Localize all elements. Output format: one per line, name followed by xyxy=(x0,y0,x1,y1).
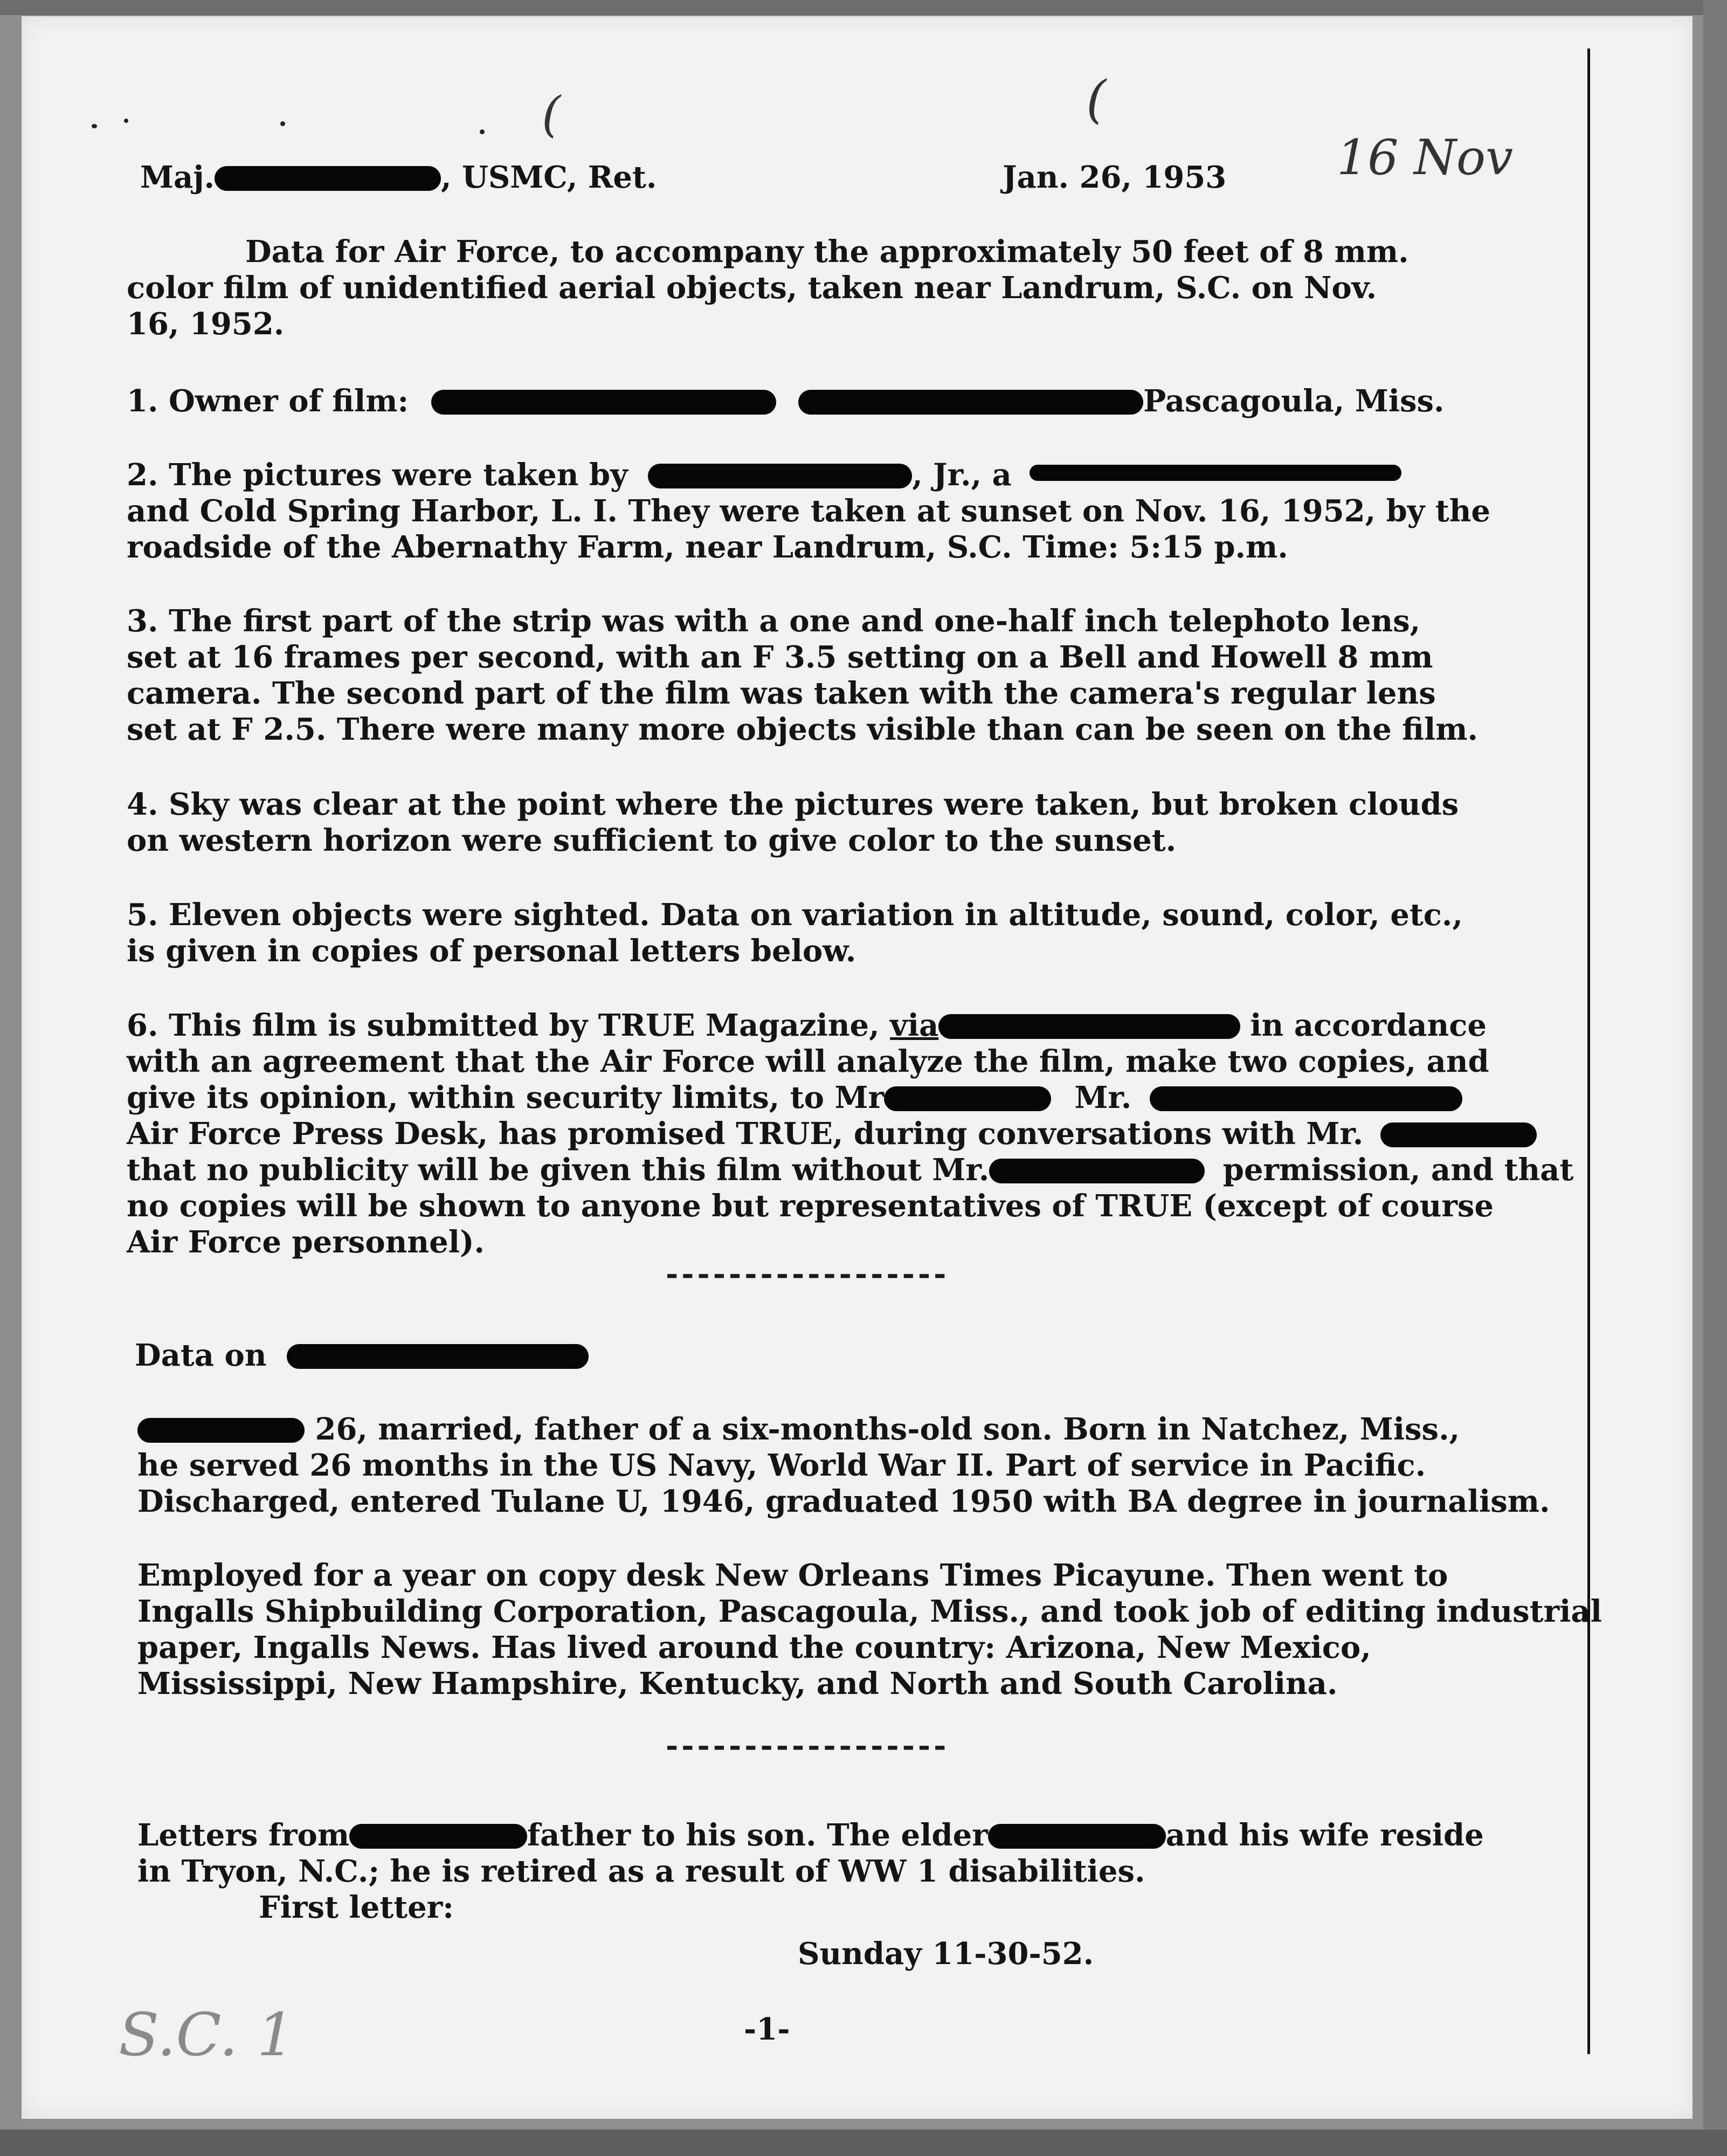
item-2-line: and Cold Spring Harbor, L. I. They were taken at sunset on Nov. 16, 1952, by the xyxy=(127,493,1491,529)
item-6-text: give its opinion, within security limits, to Mr xyxy=(127,1080,884,1115)
item-6-line: Air Force personnel). xyxy=(127,1224,485,1260)
bio-line: Ingalls Shipbuilding Corporation, Pascagoula, Miss., and took job of editing industrial xyxy=(137,1594,1602,1629)
handwritten-footer-note: S.C. 1 xyxy=(119,2000,295,2069)
letters-text: Letters from xyxy=(137,1817,350,1853)
item-5-line: 5. Eleven objects were sighted. Data on variation in altitude, sound, color, etc., xyxy=(127,897,1463,933)
owner-location: Pascagoula, Miss. xyxy=(1143,383,1445,419)
redaction-block xyxy=(884,1086,1051,1111)
redaction-block xyxy=(287,1344,589,1369)
scan-frame-bottom xyxy=(0,2130,1727,2156)
addressee-suffix: , USMC, Ret. xyxy=(441,160,657,195)
bio-line: Employed for a year on copy desk New Orleans Times Picayune. Then went to xyxy=(137,1558,1448,1593)
bio-line: he served 26 months in the US Navy, World War II. Part of service in Pacific. xyxy=(137,1448,1426,1483)
item-6-text: Mr. xyxy=(1074,1080,1132,1115)
item-6-text: in accordance xyxy=(1250,1008,1487,1043)
letter-date: Sunday 11-30-52. xyxy=(798,1936,1094,1972)
item-4-line: on western horizon were sufficient to give color to the sunset. xyxy=(127,823,1177,858)
page-number: -1- xyxy=(744,2012,790,2047)
item-1-owner xyxy=(127,383,1445,419)
bio-line: paper, Ingalls News. Has lived around the country: Arizona, New Mexico, xyxy=(137,1630,1371,1665)
bio-line xyxy=(137,1411,1460,1448)
item-6-line xyxy=(127,1115,1537,1152)
item-2-line xyxy=(127,457,1401,493)
header-addressee xyxy=(140,159,657,196)
item-6-via: via xyxy=(890,1008,939,1043)
data-on-label: Data on xyxy=(135,1338,267,1373)
item-6-line xyxy=(127,1007,1487,1044)
scan-frame-top xyxy=(0,0,1727,15)
redaction-block xyxy=(648,464,912,488)
separator-line: ------------------ xyxy=(666,1256,950,1292)
intro-line: Data for Air Force, to accompany the approximately 50 feet of 8 mm. xyxy=(245,234,1409,270)
item-6-line xyxy=(127,1152,1573,1188)
stray-paren: ( xyxy=(1086,70,1107,129)
redaction-block xyxy=(1380,1122,1537,1147)
bio-text: 26, married, father of a six-months-old son. Born in Natchez, Miss., xyxy=(315,1411,1460,1447)
item-2-text: , Jr., a xyxy=(912,457,1012,493)
item-6-line xyxy=(127,1079,1462,1116)
first-letter-label: First letter: xyxy=(259,1890,454,1925)
intro-line: color film of unidentified aerial objects, taken near Landrum, S.C. on Nov. xyxy=(127,270,1377,306)
item-6-text: that no publicity will be given this film without Mr. xyxy=(127,1152,990,1188)
handwritten-date-note: 16 Nov xyxy=(1337,129,1513,186)
stray-mark xyxy=(92,124,97,128)
redaction-block xyxy=(431,390,776,415)
redaction-block xyxy=(988,1824,1166,1849)
redaction-block xyxy=(215,166,441,191)
item-6-text: 6. This film is submitted by TRUE Magazine, xyxy=(127,1008,880,1043)
separator-line: ------------------ xyxy=(666,1728,950,1764)
owner-label: 1. Owner of film: xyxy=(127,383,409,419)
redaction-block xyxy=(1030,465,1401,481)
item-6-line: no copies will be shown to anyone but representatives of TRUE (except of course xyxy=(127,1188,1494,1224)
item-2-text: 2. The pictures were taken by xyxy=(127,457,628,493)
stray-mark xyxy=(280,121,285,126)
stray-paren: ( xyxy=(542,86,561,143)
redaction-block xyxy=(137,1418,305,1443)
item-5-line: is given in copies of personal letters below. xyxy=(127,933,856,969)
letters-text: and his wife reside xyxy=(1165,1817,1484,1853)
addressee-prefix: Maj. xyxy=(140,160,215,195)
margin-rule xyxy=(1587,49,1590,2054)
stray-mark xyxy=(124,119,128,123)
redaction-block xyxy=(798,390,1143,415)
letters-line xyxy=(137,1817,1484,1854)
bio-line: Discharged, entered Tulane U, 1946, graduated 1950 with BA degree in journalism. xyxy=(137,1484,1550,1519)
item-6-text: Air Force Press Desk, has promised TRUE, during conversations with Mr. xyxy=(127,1116,1364,1152)
header-date: Jan. 26, 1953 xyxy=(1003,160,1227,195)
redaction-block xyxy=(1150,1086,1462,1111)
bio-line: Mississippi, New Hampshire, Kentucky, and North and South Carolina. xyxy=(137,1666,1338,1702)
item-6-line: with an agreement that the Air Force will analyze the film, make two copies, and xyxy=(127,1044,1489,1079)
letters-line: in Tryon, N.C.; he is retired as a result of WW 1 disabilities. xyxy=(137,1854,1145,1889)
letters-text: father to his son. The elder xyxy=(527,1817,988,1853)
data-on-heading xyxy=(135,1337,589,1374)
item-2-line: roadside of the Abernathy Farm, near Landrum, S.C. Time: 5:15 p.m. xyxy=(127,529,1288,565)
redaction-block xyxy=(349,1824,527,1849)
redaction-block xyxy=(989,1159,1205,1183)
document-page xyxy=(22,16,1693,2119)
scan-frame-right xyxy=(1703,0,1727,2156)
item-6-text: permission, and that xyxy=(1222,1152,1574,1188)
redaction-block xyxy=(938,1014,1240,1039)
item-4-line: 4. Sky was clear at the point where the pictures were taken, but broken clouds xyxy=(127,787,1459,822)
item-3-line: camera. The second part of the film was taken with the camera's regular lens xyxy=(127,676,1436,711)
item-3-line: set at F 2.5. There were many more objects visible than can be seen on the film. xyxy=(127,712,1478,747)
item-3-line: 3. The first part of the strip was with a one and one-half inch telephoto lens, xyxy=(127,603,1421,639)
item-3-line: set at 16 frames per second, with an F 3.5 setting on a Bell and Howell 8 mm xyxy=(127,639,1433,675)
stray-mark xyxy=(480,129,485,134)
intro-line: 16, 1952. xyxy=(127,306,285,342)
